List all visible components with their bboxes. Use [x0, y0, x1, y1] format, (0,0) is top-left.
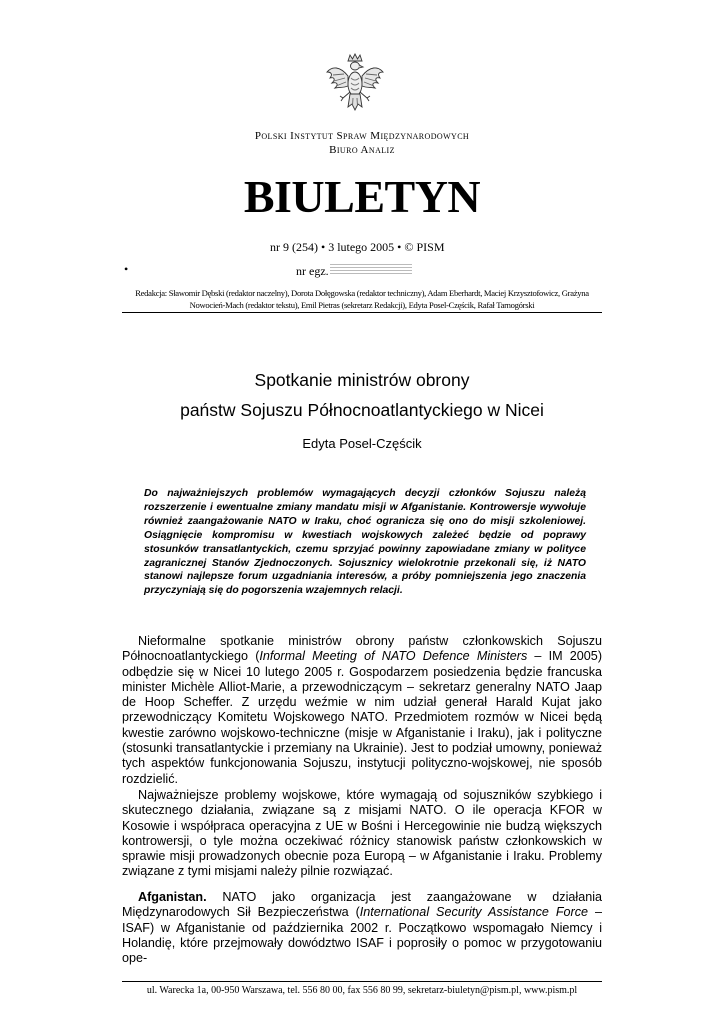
para1-text-a: Nieformalne spotkanie ministrów obrony państw członkowskich Sojuszu Północnoatlantyckiego (	[122, 634, 602, 664]
institute-name: Polski Instytut Spraw Międzynarodowych	[254, 130, 470, 142]
office-name: Biuro Analiz	[329, 144, 395, 156]
bulletin-title: BIULETYN	[243, 171, 481, 222]
footer-address: ul. Warecka 1a, 00-950 Warszawa, tel. 556 80 00, fax 556 80 99, sekretarz-biuletyn@pism.pl, www.pism.pl	[146, 985, 578, 996]
article-title-line2: państw Sojuszu Północnoatlantyckiego w Nicei	[180, 400, 544, 420]
section-lead-afganistan: Afganistan.	[138, 890, 207, 904]
copy-number-field	[330, 262, 412, 276]
header-divider	[122, 312, 602, 313]
article-author: Edyta Posel-Częścik	[302, 436, 422, 451]
body-paragraph-3	[122, 890, 602, 966]
body-paragraph-1	[122, 634, 602, 787]
para3-text-b: – ISAF) w Afganistanie od października 2002 r. Początkowo wspomagało Niemcy i Holandię, które przejmowały dowództwo ISAF i poprosiły o pomoc w przygotowaniu ope-	[122, 905, 602, 966]
para1-italic: Informal Meeting of NATO Defence Ministers	[259, 649, 528, 664]
issue-info: nr 9 (254) • 3 lutego 2005 • © PISM	[270, 240, 445, 254]
para3-italic: International Security Assistance Force	[359, 905, 589, 920]
para3-text-a: NATO jako organizacja jest zaangażowane w działania Międzynarodowych Sił Bezpieczeństwa (	[122, 890, 602, 920]
copy-number-label: nr egz.	[296, 264, 329, 278]
body-paragraph-2: Najważniejsze problemy wojskowe, które wymagają od sojuszników szybkiego i skutecznego działania, związane są z misjami NATO. O ile operacja KFOR w Kosowie i współpraca operacyjna z UE w Bośni i Hercegowinie nie budzą większych kontrowersji, o tyle można oczekiwać różnicy stanowisk państw członkowskich w sprawie misji prowadzonych obecnie poza Europą – w Afganistanie i Iraku. Problemy związane z tymi misjami należy pilnie rozwiązać.	[122, 788, 602, 879]
bullet-mark: •	[124, 262, 129, 276]
article-abstract: Do najważniejszych problemów wymagających decyzji członków Sojuszu należą rozszerzenie i ewentualne zmiany mandatu misji w Afganistanie. Kontrowersje wywołuje również zaangażowanie NATO w Iraku, choć ogranicza się ono do misji szkoleniowej. Osiągnięcie kompromisu w kwestiach wojskowych zależeć będzie od poprawy stosunków transatlantyckich, czemu sprzyjać powinny zapowiadane zmiany w polityce zagranicznej Stanów Zjednoczonych. Sojusznicy wielokrotnie przekonali się, iż NATO stanowi najlepsze forum uzgadniania interesów, a próby pomniejszenia jego znaczenia przyczyniają się do pogorszenia wzajemnych relacji.	[144, 488, 586, 597]
editorial-board: Redakcja: Sławomir Dębski (redaktor naczelny), Dorota Dołęgowska (redaktor techniczny), Adam Eberhardt, Maciej Krzysztofowicz, Grażyna Nowocień-Mach (redaktor tekstu), Emil Pietras (sekretarz Redakcji), Edyta Posel-Częścik, Rafał Tarnogórski	[135, 288, 589, 310]
para1-text-b: – IM 2005) odbędzie się w Nicei 10 lutego 2005 r. Gospodarzem posiedzenia będzie francuska minister Michèle Alliot-Marie, a przewodniczącym – sekretarz generalny NATO Jaap de Hoop Scheffer. Z urzędu weźmie w nim udział generał Harald Kujat jako przewodniczący Komitetu Wojskowego NATO. Przedmiotem rozmów w Nicei będą kwestie zarówno wojskowo-techniczne (misje w Afganistanie i Iraku), jak i polityczne (stosunki transatlantyckie i przemiany na Ukrainie). Jest to podział umowny, ponieważ tych aspektów funkcjonowania Sojuszu, instytucji polityczno-wojskowej, nie sposób rozdzielić.	[122, 649, 603, 786]
footer-divider	[122, 981, 602, 982]
eagle-emblem-icon	[324, 52, 386, 120]
article-title-line1: Spotkanie ministrów obrony	[254, 370, 470, 390]
